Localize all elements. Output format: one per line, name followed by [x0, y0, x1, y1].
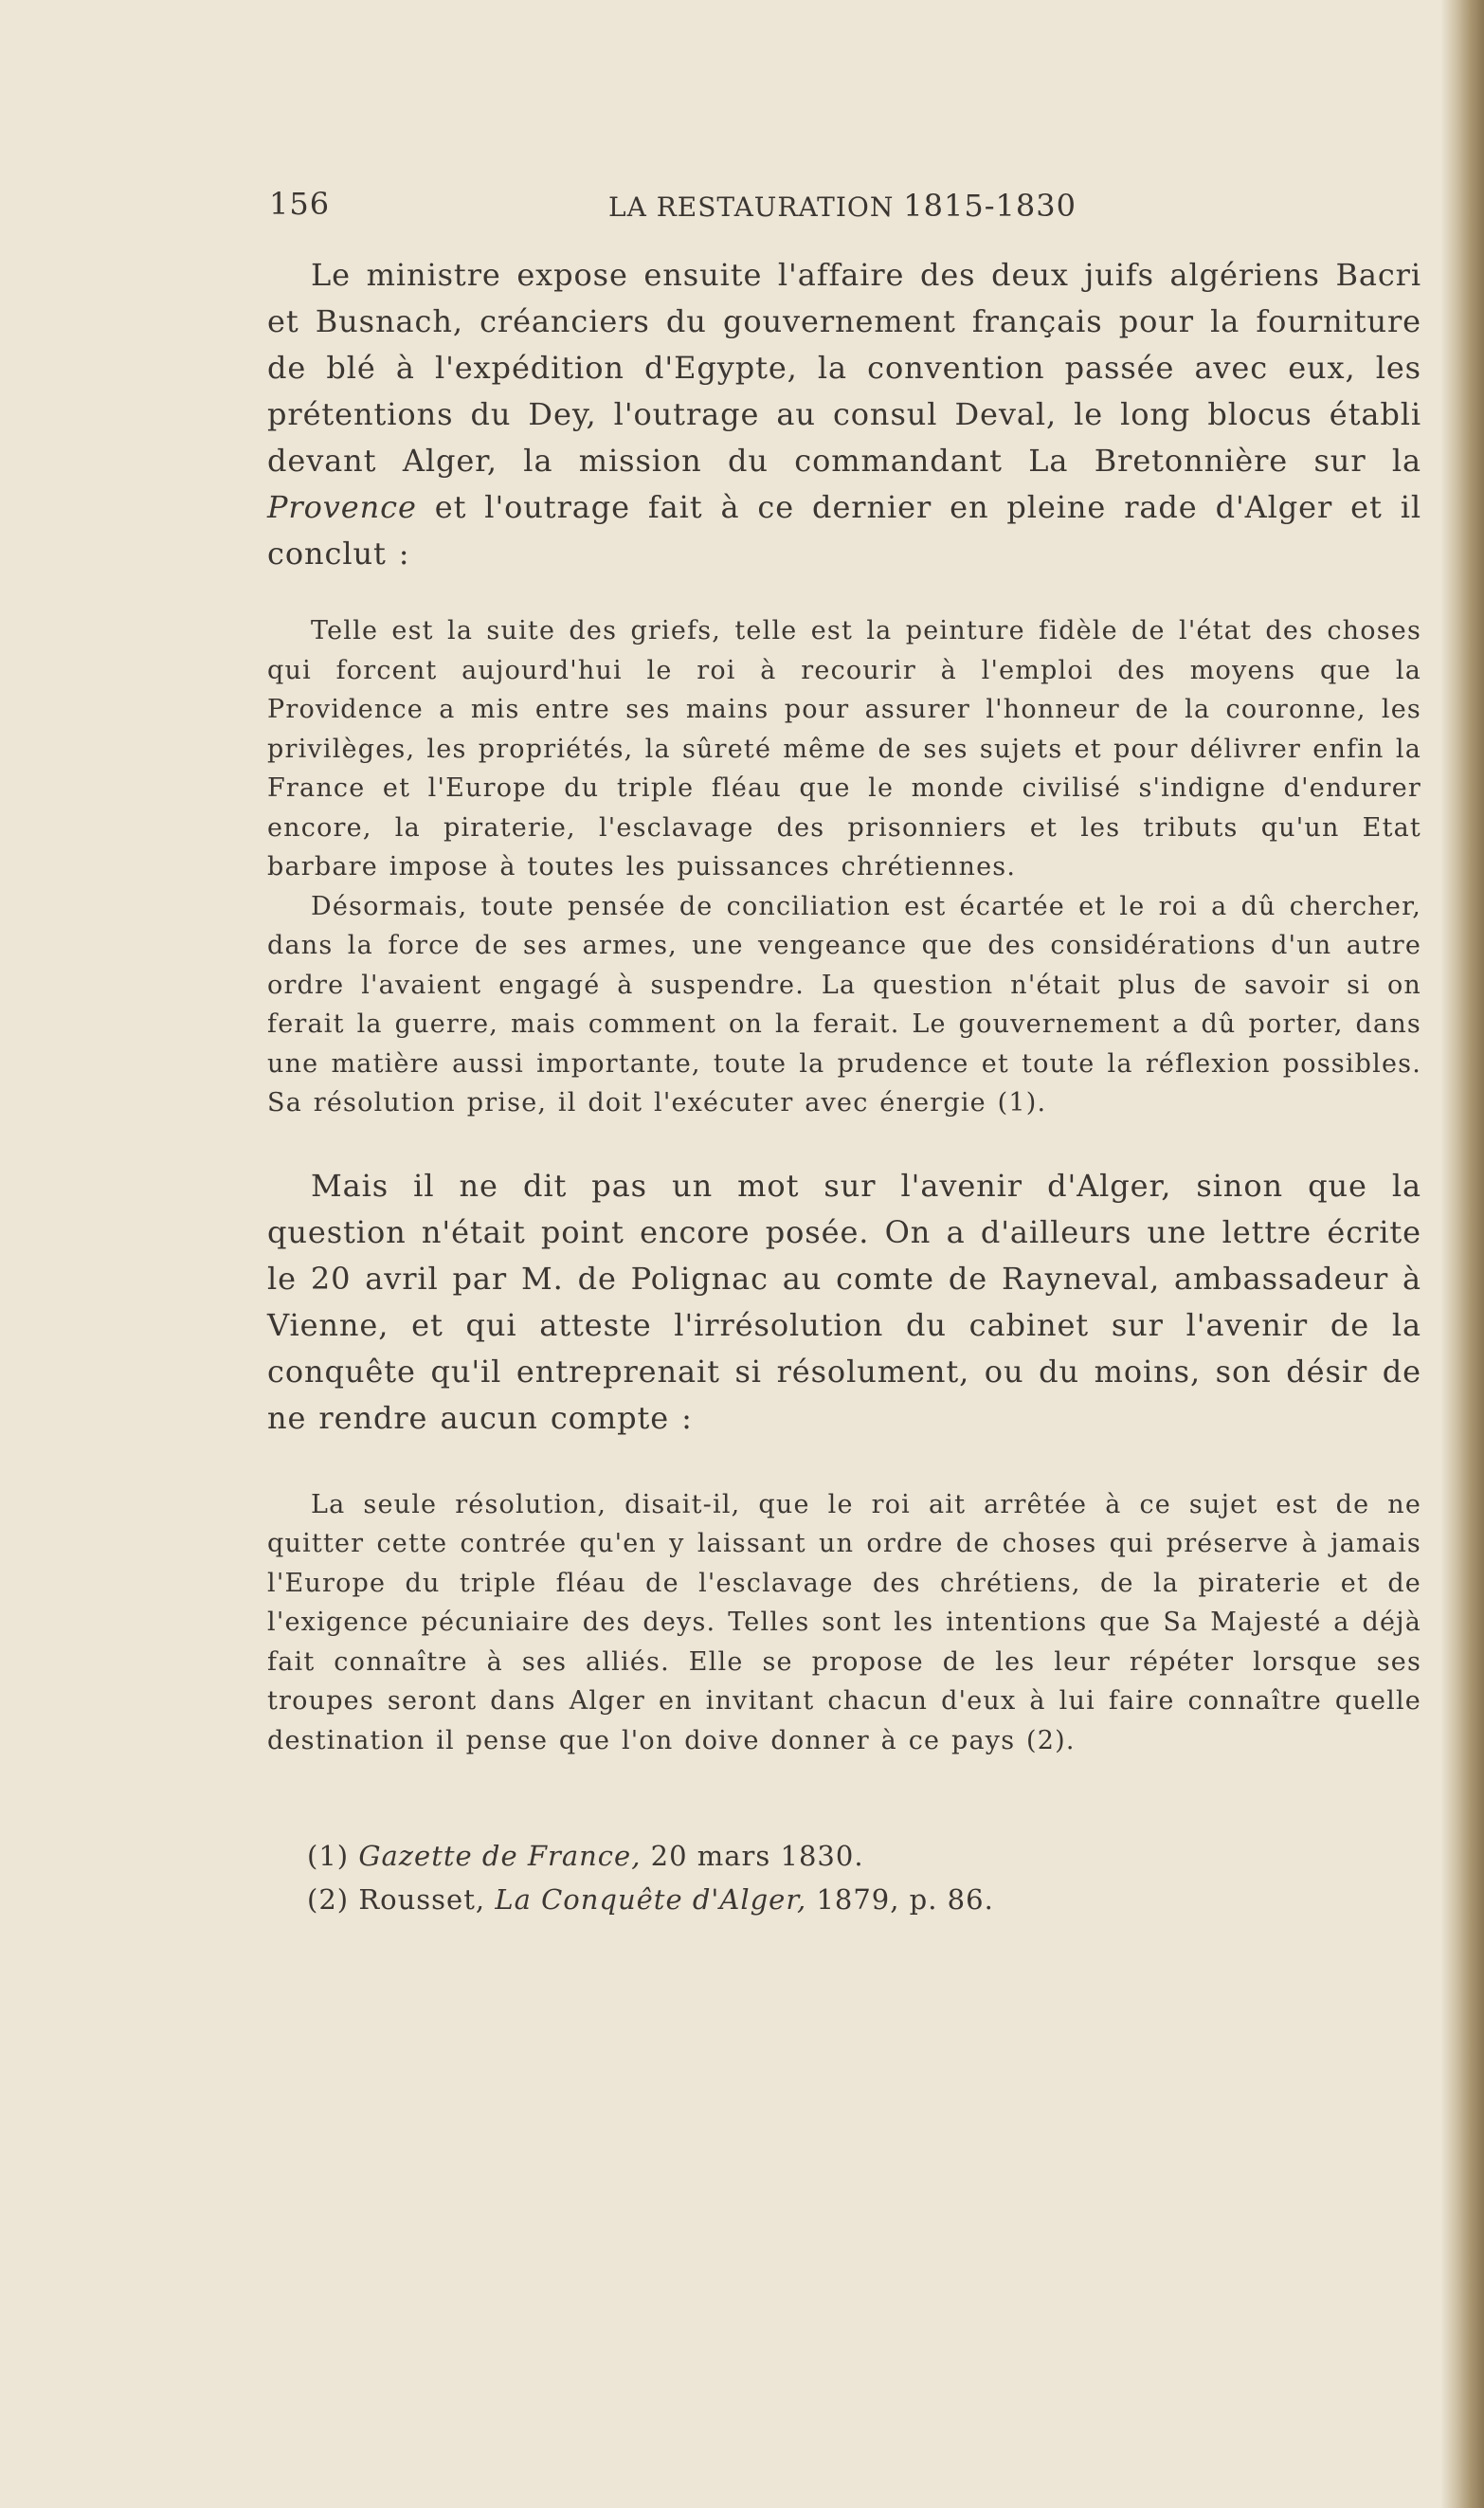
- footnote-2-reference: 1879, p. 86.: [816, 1883, 994, 1916]
- footnote-2-number: (2): [307, 1883, 350, 1916]
- footnote-1-source: Gazette de France,: [358, 1840, 642, 1872]
- paragraph-1: [267, 252, 1421, 577]
- quotation-3: La seule résolution, disait-il, que le roi ait arrêtée à ce sujet est de ne quitter cette contrée qu'en y laissant un ordre de choses qui préserve à jamais l'Europe du triple fléau de l'esclavage des chrétiens, de la piraterie et de l'exigence pécuniaire des deys. Telles sont les intentions que Sa Majesté a déjà fait connaître à ses alliés. Elle se propose de les leur répéter lorsque ses troupes seront dans Alger en invitant chacun d'eux à lui faire connaître quelle destination il pense que l'on doive donner à ce pays (2).: [267, 1489, 1421, 1755]
- running-title-text: LA RESTAURATION: [608, 191, 895, 223]
- footnote-2-author: Rousset,: [358, 1883, 486, 1916]
- paragraph-2: Mais il ne dit pas un mot sur l'avenir d'Alger, sinon que la question n'était point encore posée. On a d'ailleurs une lettre écrite le 20 avril par M. de Polignac au comte de Rayneval, ambassadeur à Vienne, et qui atteste l'irrésolution du cabinet sur l'avenir de la conquête qu'il entreprenait si résolument, ou du moins, son désir de ne rendre aucun compte :: [267, 1167, 1421, 1436]
- page-number: 156: [269, 186, 331, 222]
- footnote-2: [307, 1878, 1421, 1921]
- page-header: [267, 186, 1421, 235]
- running-title: [608, 188, 1077, 224]
- quotation-1: Telle est la suite des griefs, telle est la peinture fidèle de l'état des choses qui forcent aujourd'hui le roi à recourir à l'emploi des moyens que la Providence a mis entre ses mains pour assurer l'honneur de la couronne, les privilèges, les propriétés, la sûreté même de ses sujets et pour délivrer enfin la France et l'Europe du triple fléau que le monde civilisé s'indigne d'endurer encore, la piraterie, l'esclavage des prisonniers et les tributs qu'un Etat barbare impose à toutes les puissances chrétiennes.: [267, 616, 1421, 881]
- quotation-2: Désormais, toute pensée de conciliation est écartée et le roi a dû chercher, dans la force de ses armes, une vengeance que des considérations d'un autre ordre l'avaient engagé à suspendre. La question n'était plus de savoir si on ferait la guerre, mais comment on la ferait. Le gouvernement a dû porter, dans une matière aussi importante, toute la prudence et toute la réflexion possibles. Sa résolution prise, il doit l'exécuter avec énergie (1).: [267, 891, 1421, 1118]
- paragraph-1-end: et l'outrage fait à ce dernier en pleine rade d'Alger et il conclut :: [267, 489, 1421, 572]
- book-page: [267, 186, 1421, 1921]
- paper-edge: [1440, 0, 1484, 2508]
- ship-name-provence: Provence: [267, 489, 417, 525]
- footnote-2-title: La Conquête d'Alger,: [495, 1883, 807, 1916]
- footnote-1: [307, 1834, 1421, 1878]
- footnote-1-date: 20 mars 1830.: [650, 1840, 864, 1872]
- running-title-years: 1815-1830: [903, 188, 1077, 224]
- footnote-1-number: (1): [307, 1840, 350, 1872]
- paragraph-1-text: Le ministre expose ensuite l'affaire des deux juifs algériens Bacri et Busnach, créanciers du gouvernement français pour la fourniture de blé à l'expédition d'Egypte, la convention passée avec eux, les prétentions du Dey, l'outrage au consul Deval, le long blocus établi devant Alger, la mission du commandant La Bretonnière sur la: [267, 257, 1421, 479]
- footnotes: [267, 1834, 1421, 1921]
